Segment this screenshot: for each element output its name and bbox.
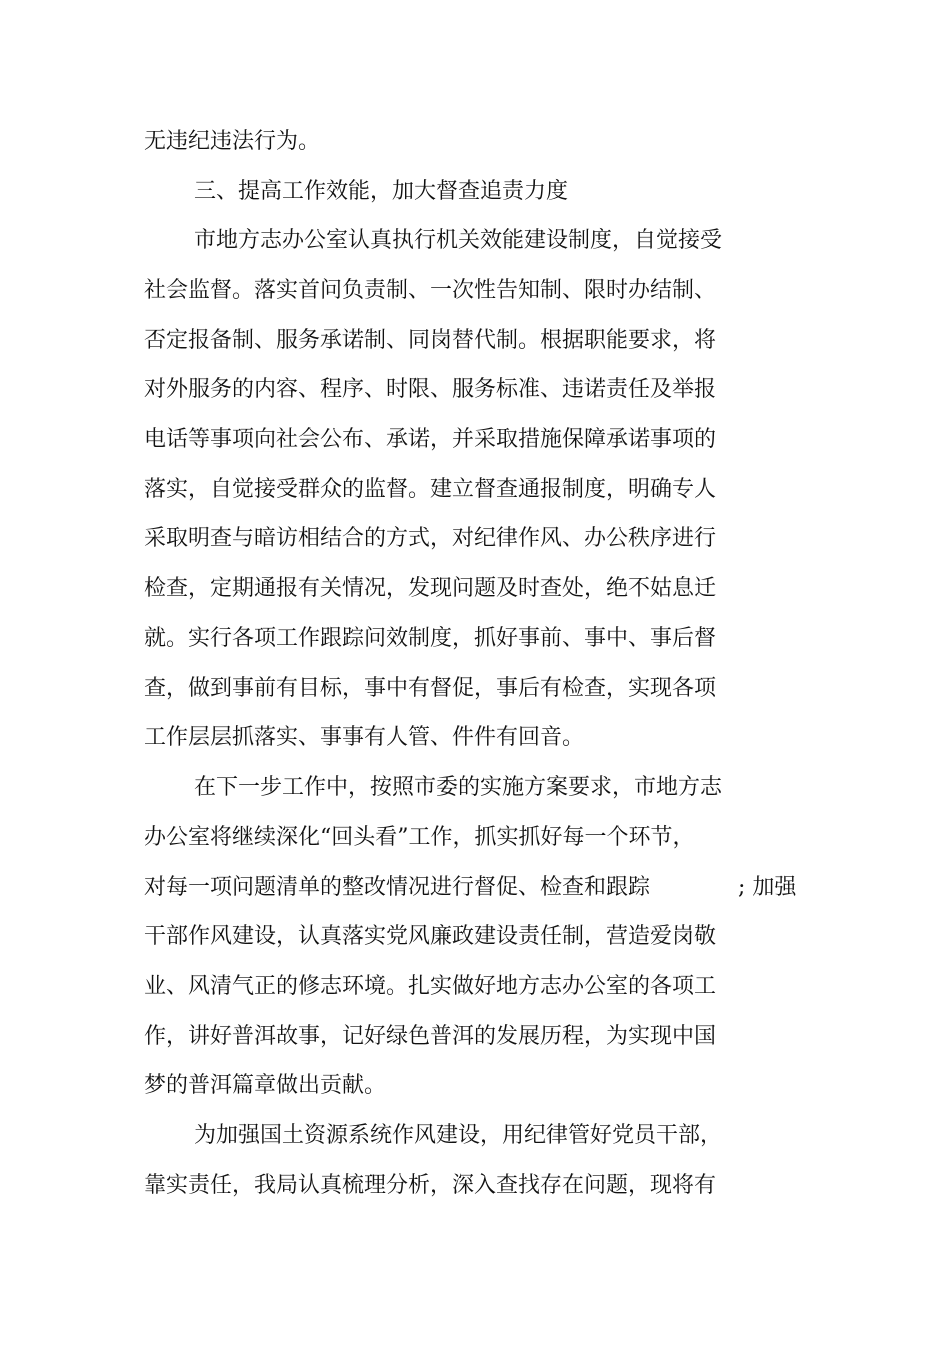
text-line: 作，讲好普洱故事，记好绿色普洱的发展历程，为实现中国 [144,1024,717,1049]
text-line: 否定报备制、服务承诺制、同岗替代制。根据职能要求，将 [144,328,717,353]
section-heading: 三、提高工作效能，加大督查追责力度 [194,179,569,204]
text-line: 电话等事项向社会公布、承诺，并采取措施保障承诺事项的 [144,427,717,452]
text-line: 采取明查与暗访相结合的方式，对纪律作风、办公秩序进行 [144,526,717,551]
text-line: 就。实行各项工作跟踪问效制度，抓好事前、事中、事后督 [144,626,717,651]
text-line: 市地方志办公室认真执行机关效能建设制度，自觉接受 [194,228,723,253]
text-line: 工作层层抓落实、事事有人管、件件有回音。 [144,725,585,750]
text-line: 无违纪违法行为。 [144,129,321,154]
text-line: 落实，自觉接受群众的监督。建立督查通报制度，明确专人 [144,477,717,502]
text-line: 对每一项问题清单的整改情况进行督促、检查和跟踪 [144,875,651,900]
text-line: 靠实责任，我局认真梳理分析，深入查找存在问题，现将有 [144,1173,717,1198]
text-line: 在下一步工作中，按照市委的实施方案要求，市地方志 [194,775,723,800]
text-line: 业、风清气正的修志环境。扎实做好地方志办公室的各项工 [144,974,717,999]
text-line: 检查，定期通报有关情况，发现问题及时查处，绝不姑息迁 [144,576,717,601]
text-line: 查，做到事前有目标，事中有督促，事后有检查，实现各项 [144,676,717,701]
text-line: 为加强国土资源系统作风建设，用纪律管好党员干部， [194,1123,723,1148]
text-line-tail: ; 加强 [738,875,797,900]
text-line: 梦的普洱篇章做出贡献。 [144,1073,387,1098]
text-line: 干部作风建设，认真落实党风廉政建设责任制，营造爱岗敬 [144,924,717,949]
text-line: 办公室将继续深化“回头看”工作，抓实抓好每一个环节， [144,825,695,850]
text-line: 社会监督。落实首问负责制、一次性告知制、限时办结制、 [144,278,717,303]
text-line: 对外服务的内容、程序、时限、服务标准、违诺责任及举报 [144,377,717,402]
